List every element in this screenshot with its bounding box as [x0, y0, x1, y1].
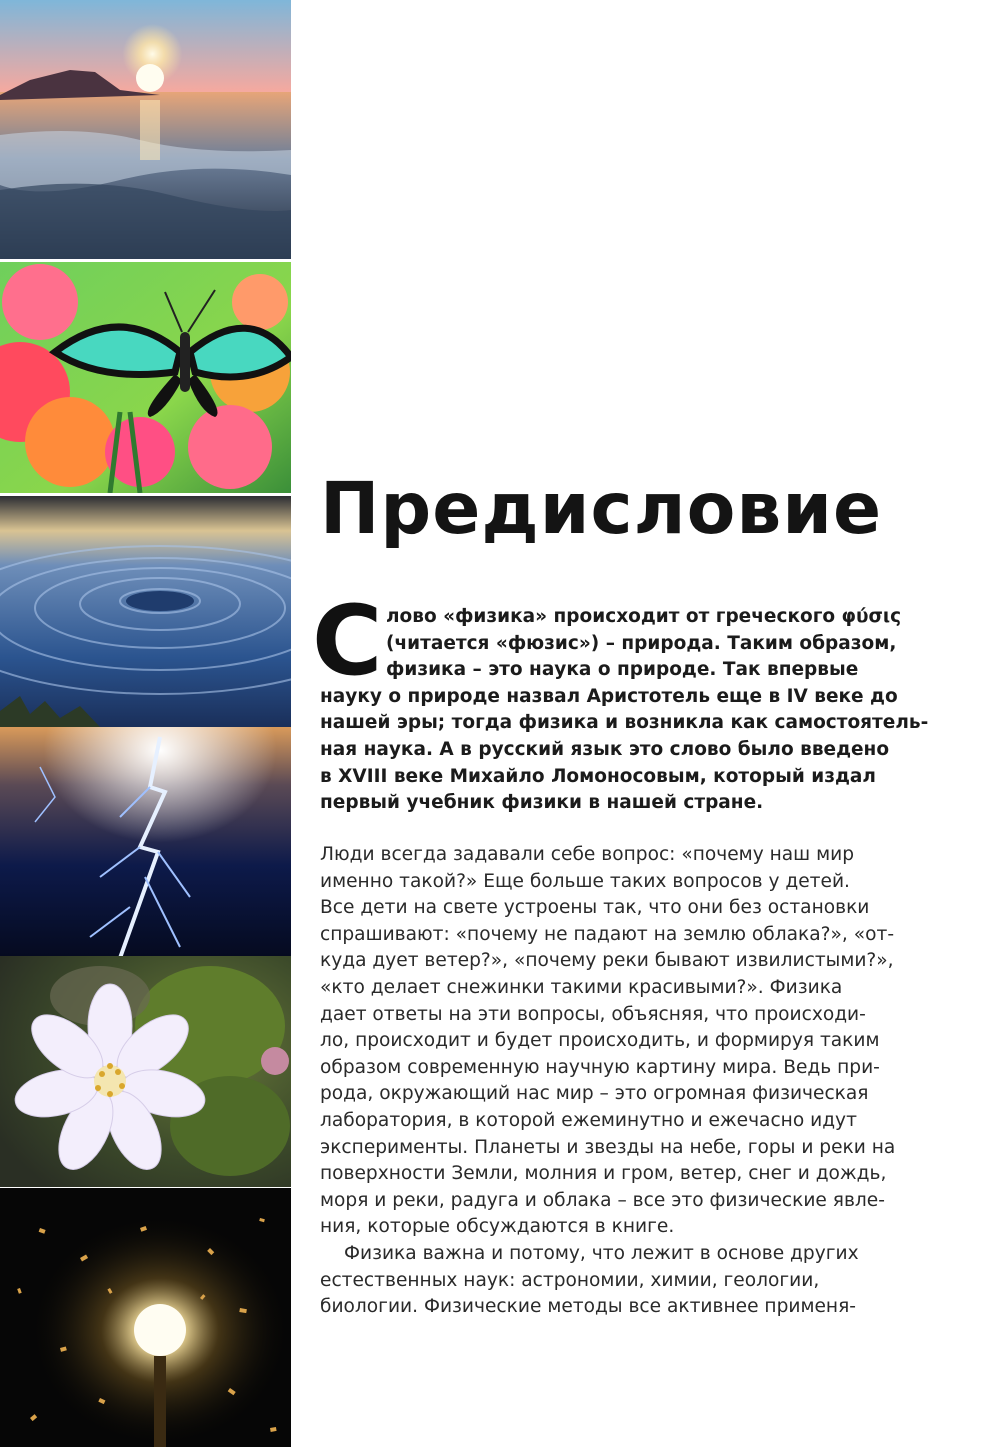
water-ripples-photo — [0, 496, 291, 727]
intro-line: (читается «фюзис») – природа. Таким образом, — [386, 632, 897, 654]
body-text — [320, 842, 920, 1321]
body-line: Люди всегда задавали себе вопрос: «почему наш мир — [320, 844, 855, 865]
body-line: естественных наук: астрономии, химии, геологии, — [320, 1269, 820, 1291]
body-line: Все дети на свете устроены так, что они без остановки — [320, 897, 870, 919]
body-line: спрашивают: «почему не падают на землю облака?», «от- — [320, 923, 895, 945]
body-line: рода, окружающий нас мир – это огромная физическая — [320, 1083, 869, 1105]
lightning-photo — [0, 727, 291, 958]
photo-strip — [0, 0, 291, 1447]
body-line: куда дует ветер?», «почему реки бывают извилистыми?», — [320, 950, 894, 972]
intro-line: науку о природе назвал Аристотель еще в IV веке до — [320, 685, 898, 707]
body-line: дает ответы на эти вопросы, объясняя, что происходи- — [320, 1003, 866, 1025]
drop-cap: С — [312, 585, 383, 697]
body-line: моря и реки, радуга и облака – все это физические явле- — [320, 1189, 885, 1211]
intro-line: лово «физика» происходит от греческого φύσις — [386, 606, 902, 627]
intro-line: физика – это наука о природе. Так впервые — [386, 659, 859, 681]
body-line: лаборатория, в которой ежеминутно и ежечасно идут — [320, 1109, 857, 1131]
body-line: образом современную научную картину мира. Ведь при- — [320, 1056, 880, 1078]
white-flower-photo — [0, 956, 291, 1187]
body-line: ния, которые обсуждаются в книге. — [320, 1216, 675, 1238]
page-title: Предисловие — [320, 467, 883, 550]
intro-line: первый учебник физики в нашей стране. — [320, 792, 764, 814]
sunset-sea-photo — [0, 0, 291, 259]
body-line: «кто делает снежинки такими красивыми?». Физика — [320, 976, 843, 998]
intro-paragraph — [312, 585, 929, 817]
body-line: именно такой?» Еще больше таких вопросов у детей. — [320, 870, 850, 892]
body-line: эксперименты. Планеты и звезды на небе, горы и реки на — [320, 1136, 896, 1158]
butterfly-flowers-photo — [0, 262, 291, 493]
body-line: Физика важна и потому, что лежит в основе других — [344, 1242, 859, 1264]
glowing-lamp-photo — [0, 1188, 291, 1447]
intro-line: ная наука. А в русский язык это слово было введено — [320, 738, 890, 760]
intro-line: нашей эры; тогда физика и возникла как самостоятель- — [320, 712, 929, 734]
body-line: биологии. Физические методы все активнее применя- — [320, 1296, 856, 1318]
intro-line: в XVIII веке Михайло Ломоносовым, который издал — [320, 765, 876, 787]
body-line: поверхности Земли, молния и гром, ветер, снег и дождь, — [320, 1163, 887, 1185]
body-line: ло, происходит и будет происходить, и формируя таким — [320, 1030, 880, 1052]
